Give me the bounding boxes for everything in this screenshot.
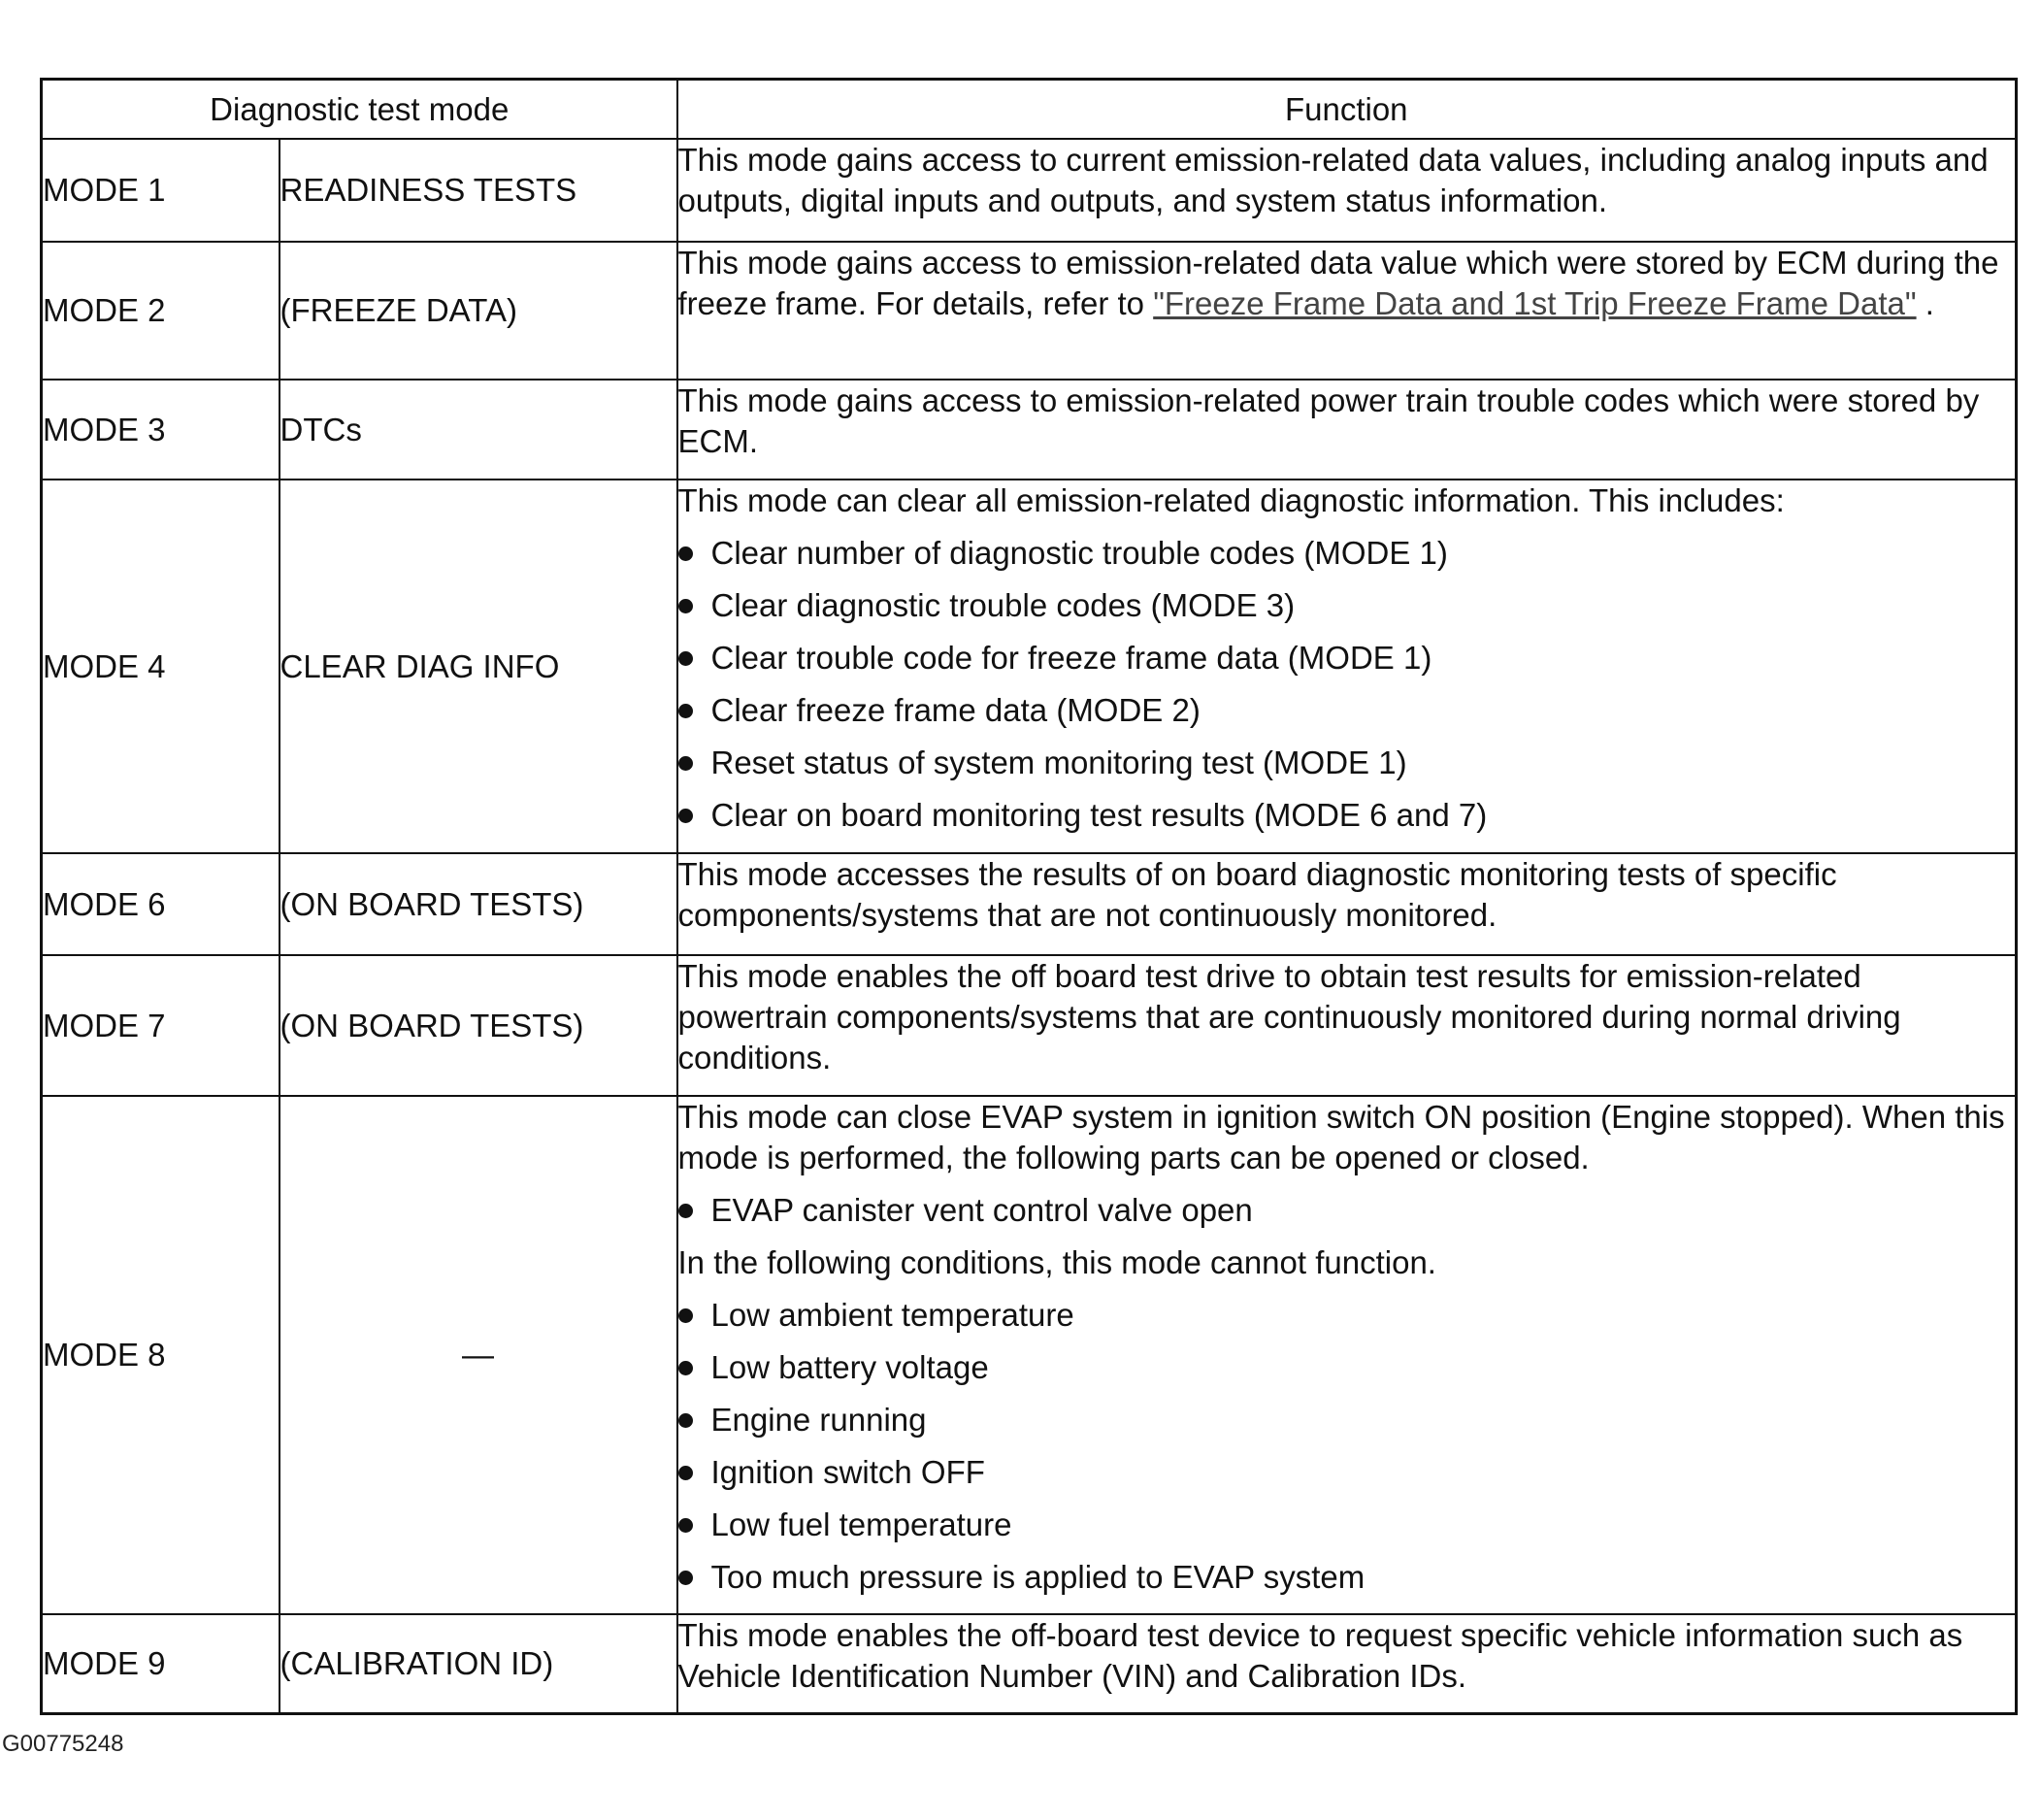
bullet-item <box>678 1505 2016 1545</box>
bullet-item <box>678 795 2016 836</box>
bullet-dot-icon <box>678 651 693 666</box>
mode-number: MODE 6 <box>42 853 280 955</box>
bullet-text: EVAP canister vent control valve open <box>710 1192 1253 1228</box>
bullet-item <box>678 1347 2016 1388</box>
bullet-dot-icon <box>678 1518 693 1533</box>
function-text: This mode enables the off-board test device to request specific vehicle information such as Vehicle Identification Number (VIN) and Calibration IDs. <box>677 1617 1963 1694</box>
bullet-dot-icon <box>678 546 693 561</box>
bullet-dot-icon <box>678 809 693 823</box>
diagnostic-mode-table <box>40 78 2018 1715</box>
function-text: This mode enables the off board test drive to obtain test results for emission-related powertrain components/systems that are continuously monitored during normal driving conditions. <box>677 958 1901 1075</box>
function-text: This mode accesses the results of on board diagnostic monitoring tests of specific components/systems that are not continuously monitored. <box>677 856 1837 933</box>
function-cell <box>677 1614 2017 1713</box>
bullet-dot-icon <box>678 1204 693 1218</box>
mode-name: (ON BOARD TESTS) <box>280 955 677 1096</box>
bullet-dot-icon <box>678 1466 693 1480</box>
mode-name: CLEAR DIAG INFO <box>280 480 677 853</box>
table-row <box>42 1614 2017 1713</box>
table-header-row <box>42 80 2017 140</box>
bullet-dot-icon <box>678 1413 693 1428</box>
function-cell <box>677 242 2017 380</box>
bullet-text: Clear trouble code for freeze frame data (MODE 1) <box>710 640 1432 676</box>
function-text-secondary: In the following conditions, this mode cannot function. <box>677 1244 1436 1280</box>
table-row <box>42 853 2017 955</box>
bullet-item <box>678 690 2016 731</box>
mode-number: MODE 2 <box>42 242 280 380</box>
table-row <box>42 380 2017 480</box>
bullet-item <box>678 1400 2016 1440</box>
bullet-dot-icon <box>678 1308 693 1323</box>
bullet-dot-icon <box>678 1361 693 1375</box>
bullet-item <box>678 1452 2016 1493</box>
bullet-text: Clear on board monitoring test results (MODE 6 and 7) <box>710 797 1488 833</box>
function-text: This mode can close EVAP system in ignition switch ON position (Engine stopped). When this mode is performed, the following parts can be opened or closed. <box>677 1099 2005 1175</box>
table-row <box>42 955 2017 1096</box>
bullet-dot-icon <box>678 1571 693 1585</box>
bullet-item <box>678 533 2016 574</box>
bullet-dot-icon <box>678 599 693 613</box>
mode-number: MODE 9 <box>42 1614 280 1713</box>
mode-name: — <box>280 1096 677 1614</box>
function-cell <box>677 1096 2017 1614</box>
bullet-item <box>678 1557 2016 1598</box>
bullet-text: Clear freeze frame data (MODE 2) <box>710 692 1201 728</box>
mode-number: MODE 4 <box>42 480 280 853</box>
function-text: This mode gains access to current emission-related data values, including analog inputs and outputs, digital inputs and outputs, and system status information. <box>677 142 1989 218</box>
mode-number: MODE 1 <box>42 139 280 242</box>
bullet-text: Low fuel temperature <box>710 1506 1012 1542</box>
bullet-text: Low ambient temperature <box>710 1297 1074 1333</box>
mode-name: (FREEZE DATA) <box>280 242 677 380</box>
bullet-text: Reset status of system monitoring test (MODE 1) <box>710 745 1407 780</box>
bullet-text: Too much pressure is applied to EVAP system <box>710 1559 1365 1595</box>
header-diagnostic-test-mode: Diagnostic test mode <box>42 80 677 140</box>
figure-code: G00775248 <box>2 1731 124 1757</box>
mode-number: MODE 8 <box>42 1096 280 1614</box>
bullet-item <box>678 1190 2016 1231</box>
bullet-text: Ignition switch OFF <box>710 1454 985 1490</box>
function-text <box>678 243 2016 324</box>
mode-name: (CALIBRATION ID) <box>280 1614 677 1713</box>
bullet-item <box>678 743 2016 783</box>
function-intro: This mode gains access to emission-related data value which were stored by ECM during the freeze frame. For details, refer to <box>677 245 1999 321</box>
bullet-item <box>678 585 2016 626</box>
function-cell <box>677 853 2017 955</box>
function-text: This mode can clear all emission-related diagnostic information. This includes: <box>677 482 1785 518</box>
function-cell <box>677 480 2017 853</box>
function-cell <box>677 955 2017 1096</box>
bullet-item <box>678 1295 2016 1336</box>
mode-name: DTCs <box>280 380 677 480</box>
mode-name: READINESS TESTS <box>280 139 677 242</box>
mode-number: MODE 7 <box>42 955 280 1096</box>
mode-name: (ON BOARD TESTS) <box>280 853 677 955</box>
bullet-text: Low battery voltage <box>710 1349 989 1385</box>
bullet-item <box>678 638 2016 678</box>
table-row <box>42 139 2017 242</box>
function-cell <box>677 380 2017 480</box>
bullet-text: Engine running <box>710 1402 927 1438</box>
bullet-text: Clear number of diagnostic trouble codes (MODE 1) <box>710 535 1448 571</box>
function-text: This mode gains access to emission-related power train trouble codes which were stored by ECM. <box>677 382 1980 459</box>
bullet-dot-icon <box>678 756 693 771</box>
freeze-frame-data-link[interactable]: "Freeze Frame Data and 1st Trip Freeze Frame Data" <box>1153 285 1917 321</box>
bullet-text: Clear diagnostic trouble codes (MODE 3) <box>710 587 1296 623</box>
function-cell <box>677 139 2017 242</box>
mode-number: MODE 3 <box>42 380 280 480</box>
link-suffix: . <box>1925 285 1934 321</box>
bullet-dot-icon <box>678 704 693 718</box>
table-row <box>42 1096 2017 1614</box>
header-function: Function <box>677 80 2017 140</box>
table-row <box>42 242 2017 380</box>
table-row <box>42 480 2017 853</box>
